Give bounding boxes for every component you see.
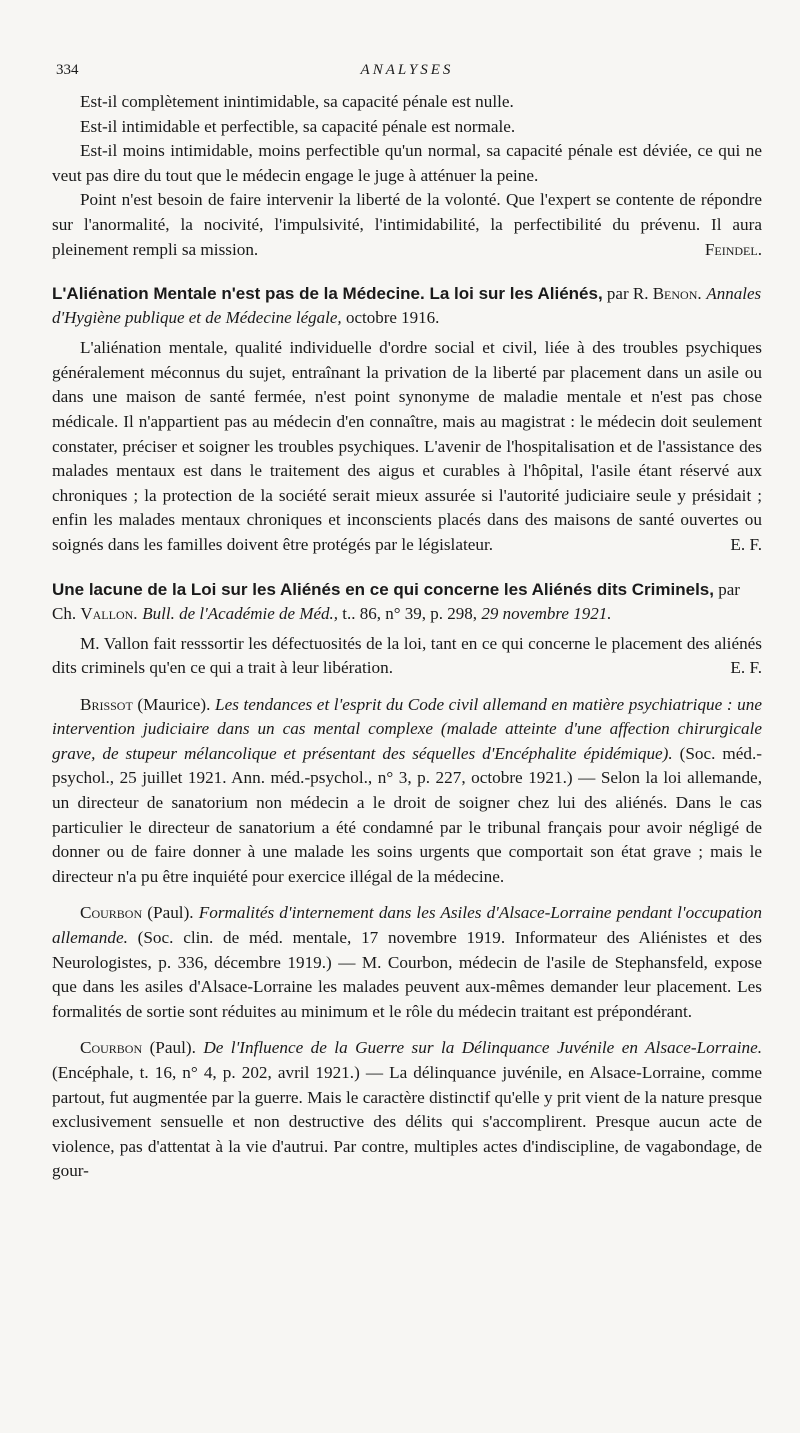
page-header (52, 62, 762, 90)
page-number: 334 (56, 62, 79, 78)
article-4-author-rest: (Paul). (142, 903, 199, 923)
article-3-author: Brissot (80, 694, 133, 714)
article-2-date: 29 novembre 1921. (481, 603, 612, 623)
article-1-signature: E. F. (730, 534, 762, 554)
article-5 (52, 1036, 762, 1184)
article-3 (52, 693, 762, 890)
article-4-title: Formalités d'internement dans les Asiles d'Alsace-Lorraine pendant l'occupation allemande. (52, 903, 762, 948)
article-1-journal: Annales d'Hygiène publique et de Médecine légale, (52, 284, 762, 328)
article-1-body (52, 336, 762, 557)
article-2-body (52, 632, 762, 681)
article-3-author-rest: (Maurice). (132, 694, 216, 714)
article-5-body: (Encéphale, t. 16, n° 4, p. 202, avril 1921.) — La délinquance juvénile, en Alsace-Lorraine, comme partout, fut augmentée par la guerre. Mais le caractère distinctif qu'elle y prit vient de la nature presque exclusivement sensuelle et non destructive des délits qui s'accomplirent. Presque aucun acte de violence, pas d'attentat à la vie d'autrui. Par contre, multiples actes d'indiscipline, de vagabondage, de gour- (52, 1063, 762, 1181)
article-2-author: Vallon. (80, 603, 138, 623)
running-title: ANALYSES (360, 62, 454, 78)
article-2-ref: t.. 86, n° 39, p. 298, (338, 603, 482, 623)
article-1-heading (52, 282, 762, 330)
article-5-author-rest: (Paul). (142, 1038, 204, 1058)
article-2-title: Une lacune de la Loi sur les Aliénés en ce qui concerne les Aliénés dits Criminels, (52, 579, 714, 599)
article-3-title: Les tendances et l'esprit du Code civil allemand en matière psychiatrique : une intervention judiciaire dans un cas mental complexe (malade atteinte d'une affection chirurgicale grave, de stupeur mélancolique et présentant des séquelles d'Encéphalite épidémique). (52, 694, 762, 763)
intro-signature: Feindel. (704, 239, 762, 259)
article-5-author: Courbon (80, 1038, 143, 1058)
article-2-heading (52, 578, 762, 626)
article-1-title: L'Aliénation Mentale n'est pas de la Médecine. La loi sur les Aliénés, (52, 284, 603, 304)
article-1-author: Benon. (652, 284, 702, 304)
article-2-by: par Ch. (52, 579, 740, 623)
intro-paragraph-4-text: Point n'est besoin de faire intervenir la liberté de la volonté. Que l'expert se contente de répondre sur l'anormalité, la nocivité, l'impulsivité, l'intimidabilité, la perfectibilité du prévenu. Il aura pleinement rempli sa mission. (52, 190, 762, 259)
article-4-body: (Soc. clin. de méd. mentale, 17 novembre 1919. Informateur des Aliénistes et des Neurologistes, p. 336, décembre 1919.) — M. Courbon, médecin de l'asile de Stephansfeld, expose que dans les asiles d'Alsace-Lorraine les malades peuvent aux-mêmes demander leur placement. Les formalités de sortie sont réduites au minimum et le rôle du médecin traitant est prépondérant. (52, 928, 762, 1021)
intro-paragraph-3: Est-il moins intimidable, moins perfectible qu'un normal, sa capacité pénale est déviée, ce qui ne veut pas dire du tout que le médecin engage le juge à atténuer la peine. (52, 141, 762, 185)
intro-paragraph-1: Est-il complètement inintimidable, sa capacité pénale est nulle. (80, 92, 514, 111)
intro-paragraph-4 (52, 188, 762, 262)
article-3-body: (Soc. méd.-psychol., 25 juillet 1921. Ann. méd.-psychol., n° 3, p. 227, octobre 1921.) — Selon la loi allemande, un directeur de sanatorium non médecin a le droit de soigner chez lui des aliénés. Dans le cas particulier le directeur de sanatorium a été condamné par le tribunal français pour avoir négligé de donner ou de faire donner à une malade les soins urgents que comportait son état grave ; mais le directeur n'a pu être inquiété pour exercice illégal de la médecine. (52, 743, 762, 886)
intro-paragraph-2: Est-il intimidable et perfectible, sa capacité pénale est normale. (80, 116, 516, 136)
article-2-signature: E. F. (730, 658, 762, 678)
article-1-date: octobre 1916. (341, 308, 440, 328)
article-1-by: par R. (602, 284, 653, 304)
article-1-text: L'aliénation mentale, qualité individuelle d'ordre social et civil, liée à des troubles psychiques généralement méconnus du sujet, entraînant la privation de la liberté par placement dans un asile ou dans une maison de santé fermée, n'est point synonyme de maladie mentale et n'est pas chose médicale. Il n'appartient pas au médecin d'en connaître, mais au magistrat : le médecin doit seulement constater, préciser et soigner les troubles psychiques. L'avenir de l'hospitalisation et de l'assistance des malades mentaux est dans le traitement des aigus et curables à l'hôpital, l'asile étant réservé aux chroniques ; la protection de la société serait mieux assurée si l'autorité judiciaire seule y présidait ; enfin les malades mentaux chroniques et inconscients placés dans des maisons de santé ouvertes ou soignés dans les familles doivent être protégés par le législateur. (52, 338, 762, 554)
article-2-journal: Bull. de l'Académie de Méd., (142, 603, 339, 623)
article-5-title: De l'Influence de la Guerre sur la Délinquance Juvénile en Alsace-Lorraine. (203, 1038, 762, 1058)
article-2-text: M. Vallon fait resssortir les défectuosités de la loi, tant en ce qui concerne le placement des aliénés dits criminels qu'en ce qui a trait à leur libération. (52, 633, 762, 678)
article-4 (52, 901, 762, 1024)
article-4-author: Courbon (80, 903, 143, 923)
